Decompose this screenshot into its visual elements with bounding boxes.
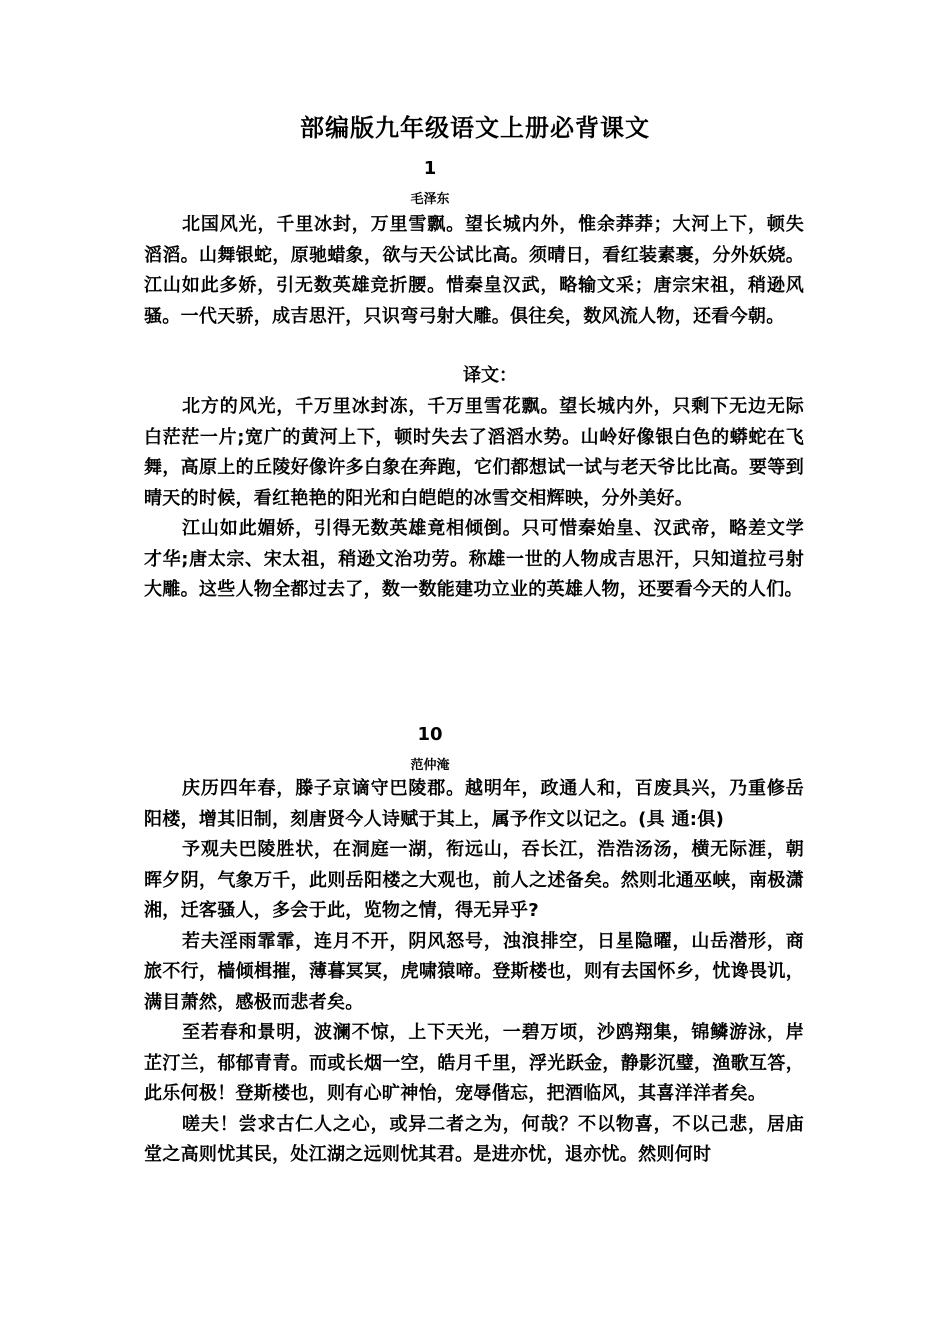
paragraph: 北国风光，千里冰封，万里雪飘。望长城内外，惟余莽莽；大河上下，顿失滔滔。山舞银蛇，原驰蜡象，欲与天公试比高。须晴日，看红装素裹，分外妖娆。江山如此多娇，引无数英雄竞折腰。惜秦皇汉武，略输文采；唐宗宋祖，稍逊风骚。一代天骄，成吉思汗，只识弯弓射大雕。俱往矣，数风流人物，还看今朝。: [144, 214, 804, 327]
essay-text: [144, 774, 804, 1171]
paragraph: 江山如此媚娇，引得无数英雄竟相倾倒。只可惜秦始皇、汉武帝，略差文学才华;唐太宗、宋太祖，稍逊文治功劳。称雄一世的人物成吉思汗，只知道拉弓射大雕。这些人物全都过去了，数一数能建功立业的英雄人物，还要看今天的人们。: [144, 518, 804, 600]
paragraph: 至若春和景明，波澜不惊，上下天光，一碧万顷，沙鸥翔集，锦鳞游泳，岸芷汀兰，郁郁青青。而或长烟一空，皓月千里，浮光跃金，静影沉璧，渔歌互答，此乐何极！登斯楼也，则有心旷神怡，宠辱偕忘，把酒临风，其喜洋洋者矣。: [144, 1022, 804, 1104]
translation-heading: 译文：: [463, 365, 517, 386]
paragraph: 嗟夫！尝求古仁人之心，或异二者之为，何哉？不以物喜，不以己悲，居庙堂之高则忧其民，处江湖之远则忧其君。是进亦忧，退亦忧。然则何时: [144, 1113, 804, 1165]
page-title: 部编版九年级语文上册必背课文: [300, 114, 650, 142]
paragraph: 予观夫巴陵胜状，在洞庭一湖，衔远山，吞长江，浩浩汤汤，横无际涯，朝晖夕阴，气象万千，此则岳阳楼之大观也，前人之述备矣。然则北通巫峡，南极潇湘，迁客骚人，多会于此，览物之情，得无异乎?: [144, 839, 804, 921]
paragraph: 庆历四年春，滕子京谪守巴陵郡。越明年，政通人和，百废具兴，乃重修岳阳楼，增其旧制，刻唐贤今人诗赋于其上，属予作文以记之。(具 通:俱): [144, 778, 804, 830]
author-name: 范仲淹: [410, 758, 450, 773]
author-name: 毛泽东: [410, 192, 450, 207]
translation-text: [144, 392, 804, 606]
paragraph: 若夫淫雨霏霏，连月不开，阴风怒号，浊浪排空，日星隐曜，山岳潜形，商旅不行，樯倾楫摧，薄暮冥冥，虎啸猿啼。登斯楼也，则有去国怀乡，忧谗畏讥，满目萧然，感极而悲者矣。: [144, 930, 804, 1013]
section-number: 1: [423, 158, 437, 179]
poem-text: [144, 210, 804, 332]
section-number: 10: [417, 724, 443, 745]
paragraph: 北方的风光，千万里冰封冻，千万里雪花飘。望长城内外，只剩下无边无际白茫茫一片;宽广的黄河上下，顿时失去了滔滔水势。山岭好像银白色的蟒蛇在飞舞，高原上的丘陵好像许多白象在奔跑，它们都想试一试与老天爷比比高。要等到晴天的时候，看红艳艳的阳光和白皑皑的冰雪交相辉映，分外美好。: [144, 396, 804, 509]
